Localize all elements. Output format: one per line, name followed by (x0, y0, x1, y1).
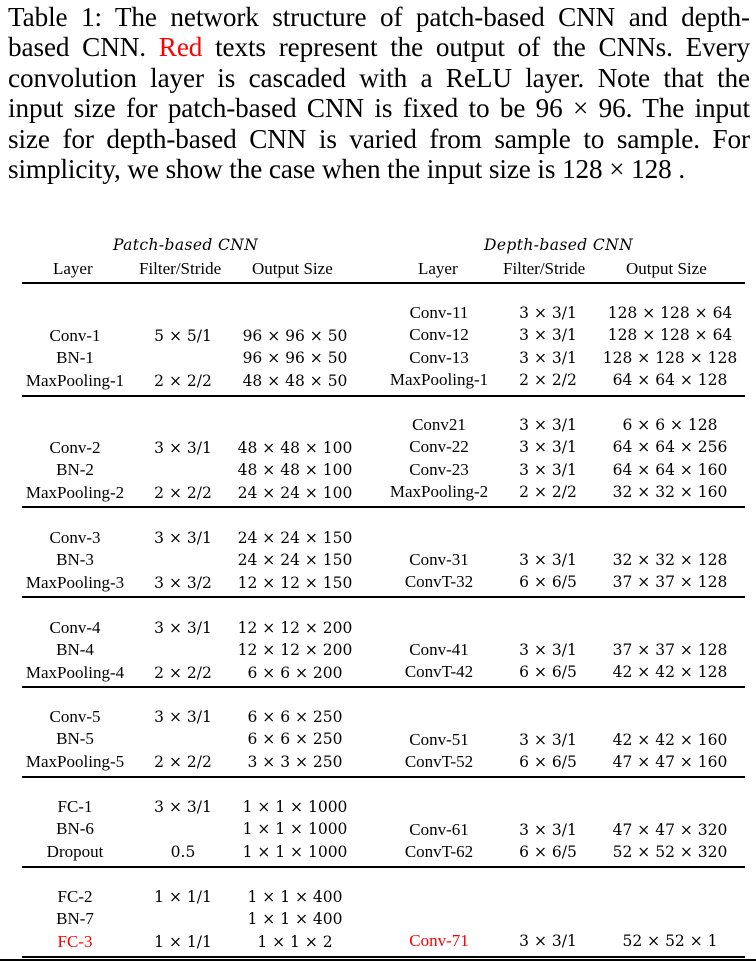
caption-text: size for depth-based CNN is varied from sample to sample. For (8, 123, 750, 154)
caption-line (8, 124, 750, 154)
table-caption (8, 2, 750, 184)
patch-col-output: Output Size (252, 259, 333, 278)
caption-text: simplicity, we show the case when the input size is 128 × 128 . (8, 154, 686, 185)
patch-layer-cell: Conv-5 (49, 707, 101, 726)
patch-layer-cell: Conv-1 (49, 326, 101, 345)
depth-filter-cell: 6 × 6/5 (519, 663, 577, 682)
table-rule (22, 776, 745, 778)
depth-output-cell: 128 × 128 × 64 (607, 326, 733, 345)
caption-line (8, 63, 750, 93)
depth-col-layer: Layer (418, 259, 458, 278)
patch-filter-cell: 1 × 1/1 (154, 888, 212, 906)
patch-output-cell: 1 × 1 × 1000 (242, 798, 348, 816)
depth-filter-cell: 3 × 3/1 (519, 821, 577, 839)
patch-filter-cell: 3 × 3/2 (154, 573, 212, 592)
depth-cnn-title: Depth-based CNN (484, 236, 634, 254)
caption-line (8, 2, 750, 32)
patch-output-cell: 3 × 3 × 250 (247, 752, 343, 771)
table-rule (22, 686, 745, 688)
depth-output-cell: 42 × 42 × 128 (612, 663, 728, 682)
depth-layer-cell: Conv-31 (409, 550, 469, 569)
patch-col-layer: Layer (53, 259, 93, 278)
patch-layer-cell: BN-1 (56, 348, 94, 368)
patch-output-cell: 6 × 6 × 250 (247, 730, 343, 749)
depth-output-cell: 52 × 52 × 320 (612, 843, 728, 862)
depth-col-filter: Filter/Stride (503, 259, 586, 278)
patch-filter-cell: 2 × 2/2 (154, 663, 212, 682)
depth-filter-cell: 3 × 3/1 (519, 416, 577, 434)
patch-layer-cell: BN-6 (56, 819, 94, 839)
patch-output-cell: 48 × 48 × 100 (237, 439, 353, 457)
depth-layer-cell: ConvT-32 (404, 572, 474, 592)
patch-layer-cell: MaxPooling-3 (25, 572, 125, 592)
patch-output-cell: 1 × 1 × 2 (257, 932, 333, 951)
patch-filter-cell: 3 × 3/1 (154, 439, 212, 457)
patch-layer-cell: Conv-2 (49, 438, 101, 457)
patch-output-cell: 1 × 1 × 1000 (242, 820, 348, 839)
depth-output-cell: 32 × 32 × 160 (612, 483, 728, 502)
patch-layer-cell: BN-4 (56, 640, 94, 660)
depth-filter-cell: 6 × 6/5 (519, 573, 577, 592)
depth-layer-cell: Conv-51 (409, 730, 469, 749)
depth-filter-cell: 6 × 6/5 (519, 753, 577, 772)
patch-cnn-title: Patch-based CNN (113, 236, 259, 254)
depth-output-cell: 128 × 128 × 64 (607, 304, 733, 322)
table-rule (22, 956, 745, 958)
patch-output-cell: 96 × 96 × 50 (242, 349, 348, 368)
depth-layer-cell: Conv-11 (409, 303, 469, 322)
patch-output-cell: 1 × 1 × 1000 (242, 842, 348, 861)
depth-filter-cell: 3 × 3/1 (519, 460, 577, 479)
depth-output-cell: 52 × 52 × 1 (622, 932, 718, 950)
depth-filter-cell: 3 × 3/1 (519, 932, 577, 950)
depth-col-output: Output Size (626, 259, 707, 278)
patch-output-cell: 24 × 24 × 150 (237, 551, 353, 570)
patch-filter-cell: 3 × 3/1 (154, 798, 212, 816)
table-rule (22, 282, 745, 284)
depth-layer-cell: ConvT-62 (404, 842, 474, 862)
depth-layer-cell: Conv-13 (409, 347, 469, 367)
patch-output-cell: 24 × 24 × 150 (237, 529, 353, 547)
depth-filter-cell: 3 × 3/1 (519, 731, 577, 749)
patch-output-cell: 48 × 48 × 100 (237, 461, 353, 480)
caption-line (8, 32, 750, 62)
depth-filter-cell: 3 × 3/1 (519, 326, 577, 345)
depth-filter-cell: 3 × 3/1 (519, 304, 577, 322)
patch-output-cell: 96 × 96 × 50 (242, 327, 348, 345)
caption-red-word: Red (158, 32, 203, 63)
patch-filter-cell: 3 × 3/1 (154, 529, 212, 547)
depth-layer-cell: ConvT-42 (404, 662, 474, 682)
patch-layer-cell: Conv-4 (49, 618, 101, 637)
patch-layer-cell: MaxPooling-5 (25, 751, 125, 771)
patch-col-filter: Filter/Stride (139, 259, 222, 278)
depth-output-cell: 128 × 128 × 128 (602, 348, 738, 367)
patch-filter-cell: 3 × 3/1 (154, 619, 212, 637)
depth-output-cell: 42 × 42 × 160 (612, 731, 728, 749)
depth-layer-cell: Conv21 (412, 415, 466, 434)
depth-filter-cell: 3 × 3/1 (519, 641, 577, 659)
depth-filter-cell: 3 × 3/1 (519, 551, 577, 569)
caption-text: based CNN. (8, 32, 159, 63)
patch-layer-cell: MaxPooling-4 (25, 662, 125, 682)
patch-filter-cell: 2 × 2/2 (154, 371, 212, 390)
patch-output-cell: 6 × 6 × 250 (247, 708, 343, 726)
patch-output-cell: 1 × 1 × 400 (247, 888, 343, 906)
depth-output-cell: 64 × 64 × 256 (612, 438, 728, 457)
depth-filter-cell: 3 × 3/1 (519, 438, 577, 457)
depth-output-cell: 64 × 64 × 160 (612, 460, 728, 479)
patch-layer-cell: FC-1 (57, 797, 93, 816)
caption-text: convolution layer is cascaded with a ReLU layer. Note that the (8, 62, 750, 93)
caption-line (8, 154, 750, 184)
depth-layer-cell: Conv-71 (409, 931, 469, 950)
depth-output-cell: 32 × 32 × 128 (612, 551, 728, 569)
patch-layer-cell: FC-2 (57, 887, 93, 906)
patch-layer-cell: Dropout (46, 841, 104, 861)
caption-line (8, 93, 750, 123)
patch-filter-cell: 0.5 (170, 842, 196, 861)
caption-text: Table 1: The network structure of patch-based CNN and depth- (8, 2, 750, 32)
patch-output-cell: 1 × 1 × 400 (247, 910, 343, 929)
table-rule (0, 959, 756, 961)
depth-layer-cell: Conv-22 (409, 437, 469, 457)
patch-filter-cell: 2 × 2/2 (154, 483, 212, 502)
depth-filter-cell: 6 × 6/5 (519, 843, 577, 862)
patch-layer-cell: BN-5 (56, 729, 94, 749)
depth-layer-cell: MaxPooling-2 (389, 482, 489, 502)
depth-filter-cell: 2 × 2/2 (519, 483, 577, 502)
depth-output-cell: 64 × 64 × 128 (612, 371, 728, 390)
table-rule (22, 395, 745, 397)
patch-layer-cell: BN-2 (56, 460, 94, 480)
depth-output-cell: 6 × 6 × 128 (622, 416, 718, 434)
depth-output-cell: 47 × 47 × 320 (612, 821, 728, 839)
patch-output-cell: 12 × 12 × 150 (237, 573, 353, 592)
patch-output-cell: 12 × 12 × 200 (237, 641, 353, 660)
patch-layer-cell: MaxPooling-2 (25, 482, 125, 502)
patch-layer-cell: BN-3 (56, 550, 94, 570)
patch-filter-cell: 5 × 5/1 (154, 327, 212, 345)
depth-layer-cell: Conv-12 (409, 325, 469, 345)
patch-filter-cell: 3 × 3/1 (154, 708, 212, 726)
patch-layer-cell: BN-7 (56, 909, 94, 929)
patch-output-cell: 6 × 6 × 200 (247, 663, 343, 682)
depth-layer-cell: ConvT-52 (404, 752, 474, 772)
depth-output-cell: 47 × 47 × 160 (612, 753, 728, 772)
patch-output-cell: 12 × 12 × 200 (237, 619, 353, 637)
table-rule (22, 866, 745, 868)
table-rule (22, 506, 745, 508)
depth-layer-cell: Conv-61 (409, 820, 469, 839)
patch-filter-cell: 2 × 2/2 (154, 752, 212, 771)
depth-layer-cell: Conv-23 (409, 459, 469, 479)
depth-filter-cell: 2 × 2/2 (519, 371, 577, 390)
caption-text: input size for patch-based CNN is fixed to be 96 × 96. The input (8, 93, 750, 124)
patch-layer-cell: Conv-3 (49, 528, 101, 547)
table-rule (22, 596, 745, 598)
depth-layer-cell: Conv-41 (409, 640, 469, 659)
depth-layer-cell: MaxPooling-1 (389, 370, 489, 390)
patch-layer-cell: MaxPooling-1 (25, 370, 125, 390)
depth-output-cell: 37 × 37 × 128 (612, 641, 728, 659)
patch-output-cell: 24 × 24 × 100 (237, 483, 353, 502)
patch-layer-cell: FC-3 (57, 931, 93, 951)
depth-filter-cell: 3 × 3/1 (519, 348, 577, 367)
caption-text: texts represent the output of the CNNs. Every (202, 32, 750, 63)
patch-filter-cell: 1 × 1/1 (154, 932, 212, 951)
patch-output-cell: 48 × 48 × 50 (242, 371, 348, 390)
depth-output-cell: 37 × 37 × 128 (612, 573, 728, 592)
